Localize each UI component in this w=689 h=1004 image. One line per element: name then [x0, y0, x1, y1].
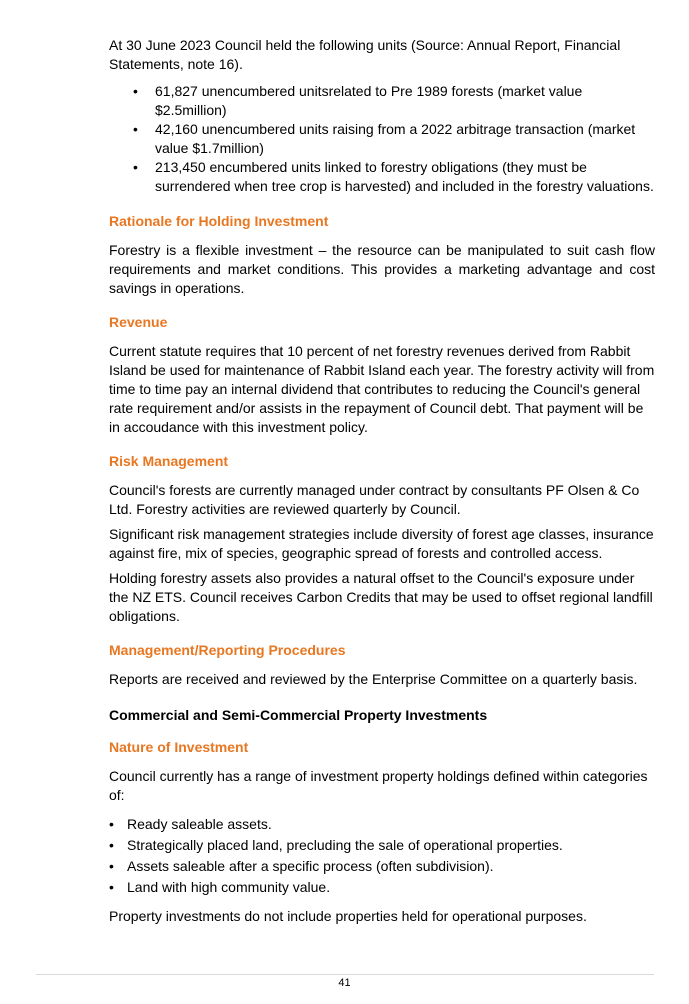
document-body: [109, 36, 655, 926]
intro-paragraph: At 30 June 2023 Council held the following units (Source: Annual Report, Financial Statements, note 16).: [109, 37, 621, 72]
risk-paragraph-3: Holding forestry assets also provides a natural offset to the Council's exposure under the NZ ETS. Council receives Carbon Credits that may be used to offset regional landfill obligations.: [109, 570, 653, 624]
commercial-heading: Commercial and Semi-Commercial Property Investments: [109, 707, 488, 723]
risk-paragraph-2: Significant risk management strategies include diversity of forest age classes, insurance against fire, mix of species, geographic spread of forests and controlled access.: [109, 526, 654, 561]
list-item: • Assets saleable after a specific process (often subdivision).: [109, 857, 655, 876]
list-item: • Strategically placed land, precluding the sale of operational properties.: [109, 836, 655, 855]
reporting-paragraph: Reports are received and reviewed by the Enterprise Committee on a quarterly basis.: [109, 671, 638, 687]
nature-closing-paragraph: Property investments do not include properties held for operational purposes.: [109, 908, 587, 924]
units-list: [109, 82, 655, 196]
list-item: • 61,827 unencumbered unitsrelated to Pre 1989 forests (market value $2.5million): [109, 82, 655, 120]
list-item: • Land with high community value.: [109, 878, 655, 897]
nature-paragraph: Council currently has a range of investment property holdings defined within categories of:: [109, 768, 648, 803]
page-number: 41: [338, 977, 351, 989]
list-item: • 42,160 unencumbered units raising from a 2022 arbitrage transaction (market value $1.7million): [109, 120, 655, 158]
rationale-heading: Rationale for Holding Investment: [109, 213, 329, 229]
nature-heading: Nature of Investment: [109, 739, 249, 755]
revenue-paragraph: Current statute requires that 10 percent of net forestry revenues derived from Rabbit Island be used for maintenance of Rabbit Island each year. The forestry activity will from time to time pay an internal dividend that contributes to reducing the Council's general rate requirement and/or assists in the repayment of Council debt. That payment will be in accoudance with this investment policy.: [109, 343, 655, 435]
risk-heading: Risk Management: [109, 453, 229, 469]
reporting-heading: Management/Reporting Procedures: [109, 642, 346, 658]
footer-divider: [36, 974, 654, 975]
list-item: • 213,450 encumbered units linked to forestry obligations (they must be surrendered when tree crop is harvested) and included in the forestry valuations.: [109, 158, 655, 196]
list-item: • Ready saleable assets.: [109, 815, 655, 834]
rationale-paragraph: Forestry is a flexible investment – the resource can be manipulated to suit cash flow requirements and market conditions. This provides a marketing advantage and cost savings in operations.: [109, 242, 655, 296]
property-categories-list: [109, 815, 655, 897]
revenue-heading: Revenue: [109, 314, 168, 330]
risk-paragraph-1: Council's forests are currently managed under contract by consultants PF Olsen & Co Ltd. Forestry activities are reviewed quarterly by Council.: [109, 482, 640, 517]
